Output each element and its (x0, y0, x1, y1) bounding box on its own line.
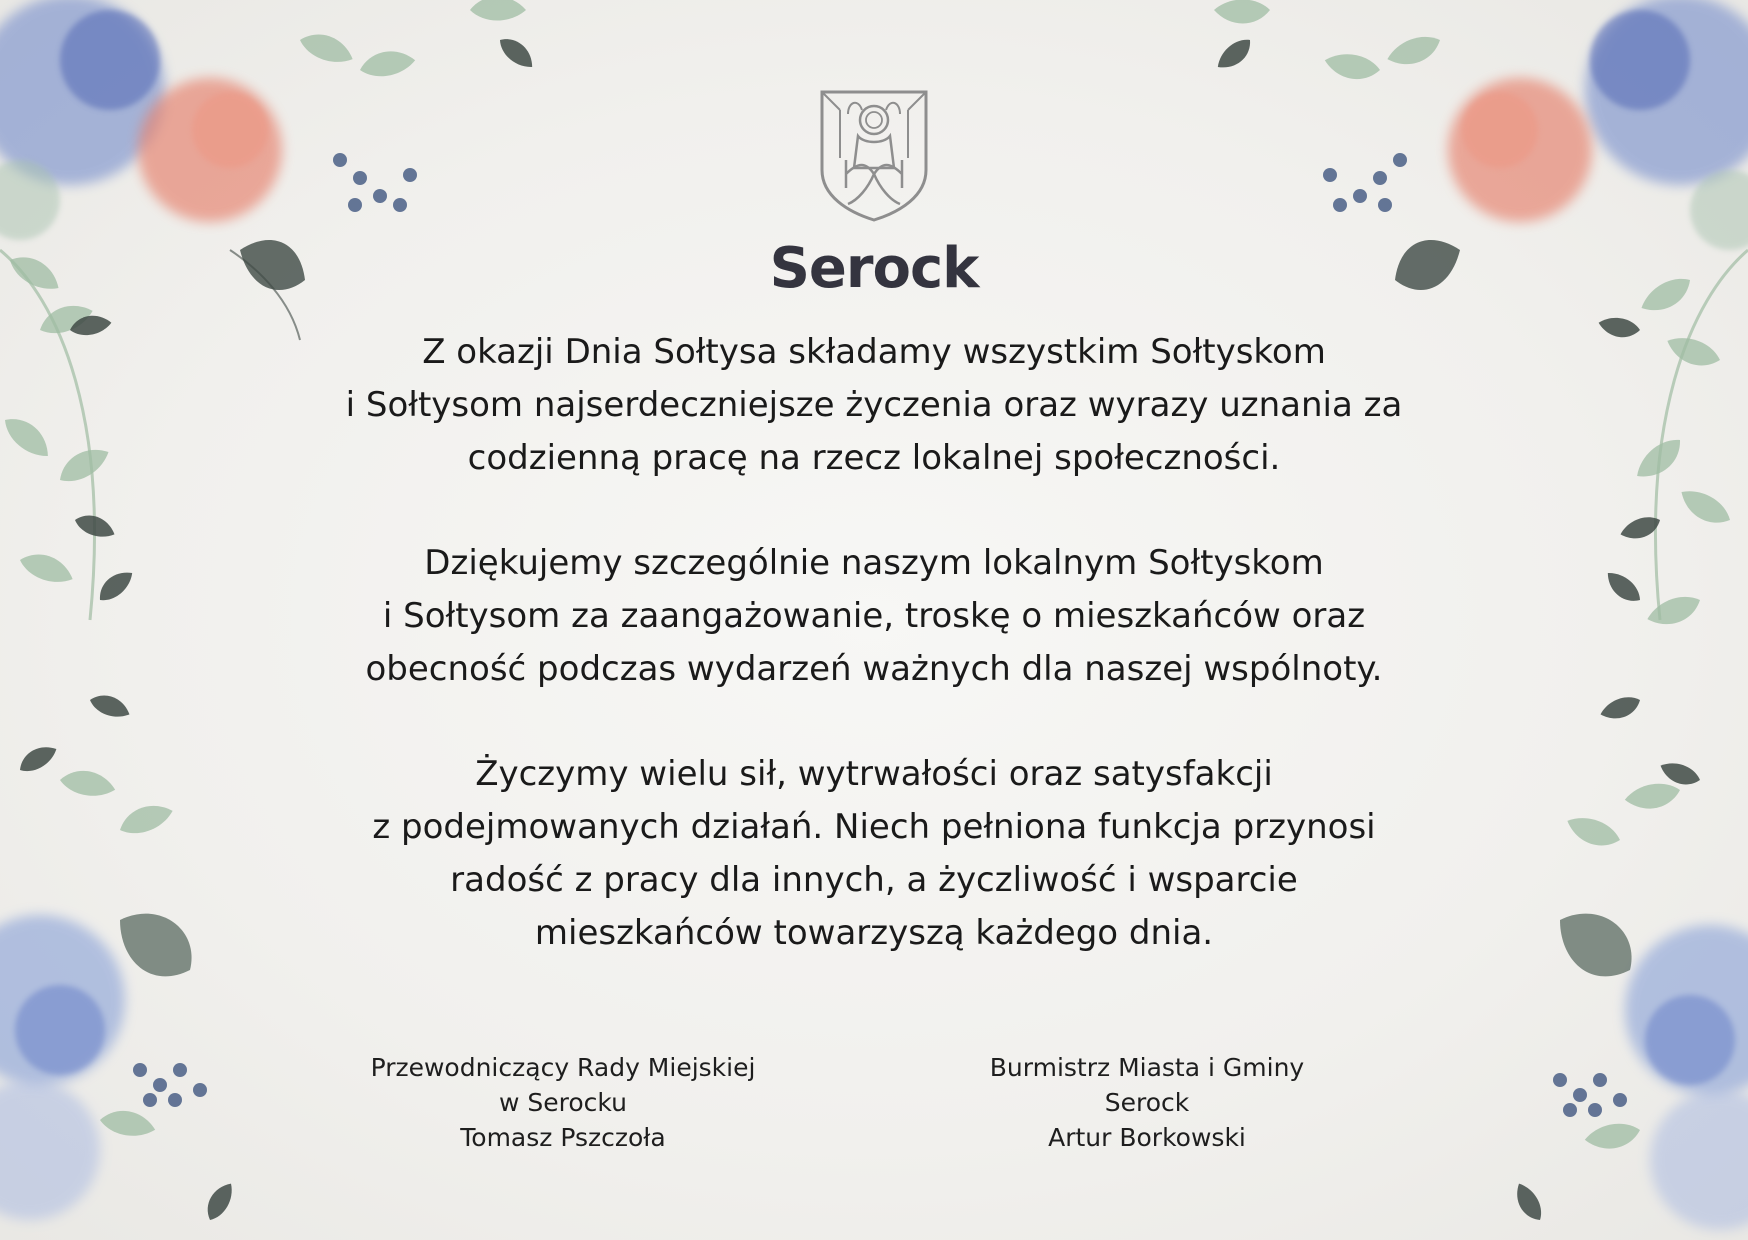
message-line: Z okazji Dnia Sołtysa składamy wszystkim Sołtyskom (422, 332, 1326, 372)
flower-bottom-left (0, 690, 238, 1224)
message-paragraph (250, 326, 1498, 485)
signature-title: Przewodniczący Rady Miejskiej (370, 1053, 756, 1082)
signature-council-chairman (303, 1050, 823, 1155)
message-line: Życzymy wielu sił, wytrwałości oraz satysfakcji (475, 754, 1273, 794)
message-line: obecność podczas wydarzeń ważnych dla naszej wspólnoty. (365, 649, 1383, 689)
message-line: mieszkańców towarzyszą każdego dnia. (534, 913, 1214, 953)
signature-mayor (887, 1050, 1407, 1155)
message-line: i Sołtysom najserdeczniejsze życzenia oraz wyrazy uznania za (345, 385, 1403, 425)
signature-name: Tomasz Pszczoła (460, 1123, 666, 1152)
greeting-message (250, 326, 1498, 1012)
message-line: radość z pracy dla innych, a życzliwość i wsparcie (450, 860, 1298, 900)
message-paragraph (250, 537, 1498, 696)
signature-name: Artur Borkowski (1048, 1123, 1246, 1152)
message-paragraph (250, 748, 1498, 960)
message-line: i Sołtysom za zaangażowanie, troskę o mieszkańców oraz (382, 596, 1366, 636)
signature-title: Serock (1104, 1088, 1190, 1117)
message-line: codzienną pracę na rzecz lokalnej społeczności. (467, 438, 1281, 478)
flower-bottom-right (1510, 692, 1748, 1230)
signature-title: w Serocku (499, 1088, 627, 1117)
serock-coat-of-arms-icon (818, 88, 930, 224)
signature-title: Burmistrz Miasta i Gminy (989, 1053, 1305, 1082)
logo-text: Serock (769, 236, 979, 301)
message-line: z podejmowanych działań. Niech pełniona funkcja przynosi (372, 807, 1376, 847)
message-line: Dziękujemy szczególnie naszym lokalnym Sołtyskom (424, 543, 1324, 583)
